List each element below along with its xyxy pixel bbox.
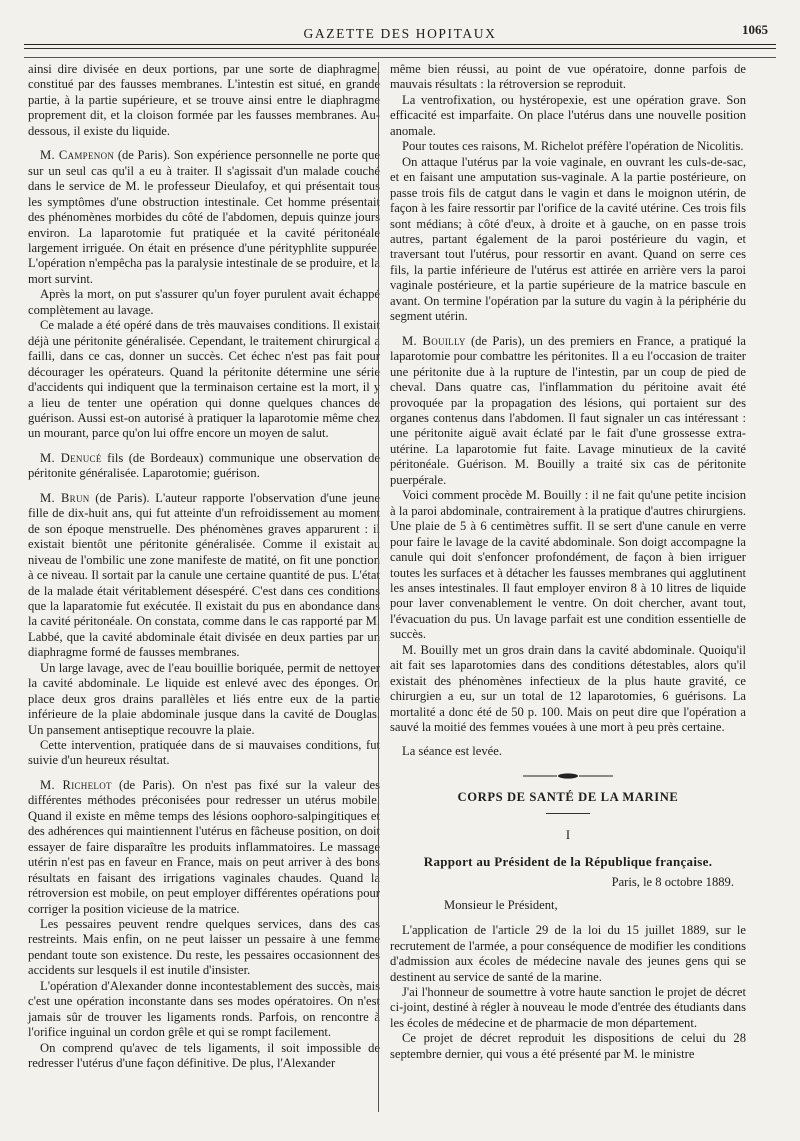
paragraph: Un large lavage, avec de l'eau bouillie boriquée, permit de nettoyer la cavité abdominale. Le liquide est enlevé avec des éponges. On place deux gros drains parallèles et liés entre eux de la partie inférieure de la plaie abdominale jusque dans la cavité de Douglas. Un pansement antiseptique recouvre la plaie. (28, 660, 380, 737)
ornament-rule-icon (523, 772, 613, 780)
column-divider (378, 62, 379, 1112)
page-header (24, 22, 776, 44)
speaker-name: M. Brun (40, 490, 90, 505)
left-column (28, 62, 380, 1072)
paragraph: même bien réussi, au point de vue opératoire, donne parfois de mauvais résultats : la rétroversion se reproduit. (390, 62, 746, 92)
paragraph: Voici comment procède M. Bouilly : il ne fait qu'une petite incision à la paroi abdominale, contrairement à la pratique d'autres chirurgiens. Une plaie de 5 à 6 centimètres suffit. Il se sert d'une canule en verre pour faire le lavage de la cavité abdominale. Son doigt accompagne la canule qui doit s'enfoncer profondément, de façon à bien irriguer toutes les surfaces et à détacher les fausses membranes qui agglutinent les anses intestinales. Il faut employer environ 8 à 10 litres de liquide pour laver convenablement le ventre. On doit chercher, avant tout, l'évacuation du pus. Un lavage parfait est une condition essentielle de succès. (390, 488, 746, 642)
paragraph-richelot: M. Richelot (de Paris). On n'est pas fixé sur la valeur des différentes méthodes préconisées pour redresser un utérus mobile. Quand il existe en même temps des lésions oophoro-salpingitiques et des adhérences qui maintiennent l'utérus en fâcheuse position, on doit essayer de faire disparaître les produits inflammatoires. Le massage utérin n'est pas en faveur en France, mais on peut arriver à des bons résultats en faisant des irrigations vaginales chaudes. Quand la rétroversion est mobile, on peut employer différentes opérations pour corriger la position vicieuse de la matrice. (28, 777, 380, 916)
paragraph: Les pessaires peuvent rendre quelques services, dans des cas restreints. Mais enfin, on ne peut laisser un pessaire à une femme pendant toute son existence. Du reste, les pessaires occasionnent des accidents sur lesquels il est inutile d'insister. (28, 917, 380, 978)
paragraph-bouilly: M. Bouilly (de Paris), un des premiers en France, a pratiqué la laparotomie pour combattre les péritonites. Il a eu l'occasion de traiter une péritonite due à la rupture de l'intestin, par un coup de pied de cheval. Dans quatre cas, l'inflammation du péritoine avait été provoquée par la propagation des lésions, qui portaient sur des organes contenus dans l'abdomen. Il faut signaler un cas intéressant : une péritonite aiguë avait éclaté par le fait d'une grossesse extra-utérine. La laparotomie fut faite. Lavage minutieux de la cavité péritonéale. Guérison. M. Bouilly a traité six cas de péritonite puerpérale. (390, 333, 746, 487)
header-rule-thin (24, 48, 776, 49)
header-rule (24, 44, 776, 45)
page-number: 1065 (742, 22, 768, 37)
journal-title: GAZETTE DES HOPITAUX (303, 26, 497, 41)
paragraph-denuce: M. Denucé fils (de Bordeaux) communique une observation de péritonite généralisée. Laparotomie; guérison. (28, 450, 380, 481)
paragraph-campenon: M. Campenon (de Paris). Son expérience personnelle ne porte que sur un seul cas qu'il a eu à traiter. Il s'agissait d'un malade couché dans le service de M. le professeur Dieulafoy, et qui présentait tous les symptômes d'une obstruction intestinale. Cet homme présentait des phénomènes morbides du côté de l'abdomen, depuis quinze jours environ. La laparotomie fut pratiquée et la cavité péritonéale largement irriguée. On était en présence d'une pérityphlite suppurée. L'opération n'empêcha pas la paralysie intestinale de se produire, et la mort survint. (28, 148, 380, 286)
speaker-name: M. Campenon (40, 148, 115, 163)
header-rule-lower (24, 57, 776, 58)
salutation: Monsieur le Président, (444, 897, 558, 912)
dateline: Paris, le 8 octobre 1889. (611, 875, 734, 890)
right-column (390, 62, 746, 1062)
speaker-name: M. Bouilly (402, 333, 466, 348)
paragraph: On comprend qu'avec de tels ligaments, il soit impossible de redresser l'utérus d'une façon définitive. De plus, l'Alexander (28, 1040, 380, 1071)
paragraph: Ce malade a été opéré dans de très mauvaises conditions. Il existait déjà une péritonite généralisée. Cependant, le traitement chirurgical a failli, dans ce cas, donner un succès. Cet échec n'est pas fait pour décourager les opérateurs. Quand la péritonite détermine une série d'accidents qui indiquent que la terminaison certaine est la mort, il y a lieu de tenter une opération qui donne quelques chances de guérison. Aussi est-on autorisé à pratiquer la laparotomie même chez un mourant, parce qu'on lui offre encore un moyen de salut. (28, 318, 380, 441)
paragraph: Ce projet de décret reproduit les dispositions de celui du 28 septembre dernier, qui vous a été présenté par M. le ministre (390, 1031, 746, 1061)
session-closing: La séance est levée. (402, 744, 502, 759)
paragraph: ainsi dire divisée en deux portions, par une sorte de diaphragme, constitué par des fausses membranes. L'intestin est situé, en grande partie, à la partie supérieure, et se trouve ainsi entre le diaphragme proprement dit, et la cloison formée par les fausses membranes. Au-dessous, il existe du liquide. (28, 62, 380, 138)
report-title: Rapport au Président de la République française. (423, 853, 713, 869)
section-title: CORPS DE SANTÉ DE LA MARINE (457, 789, 679, 804)
speaker-name: M. Richelot (40, 777, 112, 792)
paragraph: Cette intervention, pratiquée dans de si mauvaises conditions, fut suivie d'un heureux résultat. (28, 738, 380, 768)
speaker-name: M. Denucé (40, 450, 102, 465)
paragraph: L'application de l'article 29 de la loi du 15 juillet 1889, sur le recrutement de l'armée, a pour conséquence de modifier les conditions d'admission aux écoles de médecine navale des jeunes gens qui se destinent au service de santé de la marine. (390, 923, 746, 984)
paragraph: On attaque l'utérus par la voie vaginale, en ouvrant les culs-de-sac, et en faisant une amputation sus-vaginale. A la partie postérieure, on passe trois fils de catgut dans le vagin et dans le moignon utérin, de façon à les faire ressortir par l'orifice de la cavité utérine. Ces trois fils sont médians; à côté d'eux, à droite et à gauche, on en passe trois autres, partant également de la paroi postérieure du vagin, et traversant tout l'utérus, pour ressortir en avant. Quand on serre ces fils, la partie inférieure de l'utérus est attirée en arrière vers la paroi vaginale postérieure, et la partie supérieure de la matrice bascule en avant. On termine l'opération par la suture du vagin à la périphérie du segment utérin. (390, 154, 746, 324)
paragraph-brun: M. Brun (de Paris). L'auteur rapporte l'observation d'une jeune fille de dix-huit ans, qui fut atteinte d'un refroidissement au moment de son époque menstruelle. Des phénomènes graves apparurent : il existait bientôt une péritonite généralisée. Comme il existait au niveau de l'ombilic une zone manifeste de matité, on fit une ponction à ce niveau. Il sortait par la canule une certaine quantité de pus. L'état de la malade était véritablement désespéré. C'est dans ces conditions que la laparatomie fut exécutée. Il existait du pus en abondance dans la cavité péritonéale. On constata, comme dans le cas rapporté par M. Labbé, que la cavité abdominale était divisée en deux parties par un diaphragme formé de fausses membranes. (28, 490, 380, 660)
paragraph: M. Bouilly met un gros drain dans la cavité abdominale. Quoiqu'il ait fait ses laparotomies dans des conditions détestables, alors qu'il existait des phénomènes infectieux de la plus haute gravité, ce chirurgien a eu, sur un total de 12 laparotomies, 6 guérisons. La mortalité a donc été de 50 p. 100. Mais on peut dire que l'opération a sauvé la moitié des femmes vouées à une mort à peu près certaine. (390, 642, 746, 735)
paragraph: La ventrofixation, ou hystéropexie, est une opération grave. Son efficacité est imparfaite. On place l'utérus dans une nouvelle position anomale. (390, 92, 746, 138)
paragraph: Pour toutes ces raisons, M. Richelot préfère l'opération de Nicolitis. (402, 139, 744, 154)
paragraph: J'ai l'honneur de soumettre à votre haute sanction le projet de décret ci-joint, destiné à régler à nouveau le mode d'entrée des étudiants dans les écoles de médecine et de pharmacie de mon département. (390, 985, 746, 1030)
paragraph: L'opération d'Alexander donne incontestablement des succès, mais c'est une opération inconstante dans ses modes opératoires. On n'est jamais sûr de trouver les ligaments ronds. Parfois, on rencontre à l'orifice inguinal un cordon grêle et qui se rompt facilement. (28, 978, 380, 1040)
section-rule (546, 813, 590, 814)
section-number: I (565, 828, 571, 843)
ornament-divider (390, 772, 746, 780)
paragraph: Après la mort, on put s'assurer qu'un foyer purulent avait échappé complètement au lavage. (28, 287, 380, 317)
